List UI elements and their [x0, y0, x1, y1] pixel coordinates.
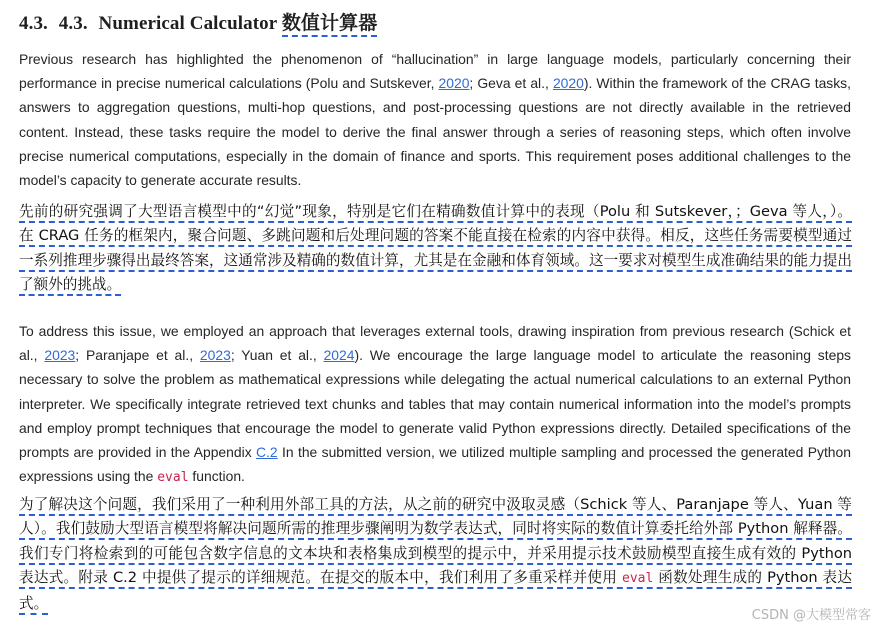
citation-geva-2020[interactable]: 2020 — [552, 75, 584, 92]
para1-text-b: ; Geva et al., — [469, 75, 553, 92]
paragraph-1-en — [19, 47, 851, 192]
section-number: 4.3. — [19, 13, 48, 34]
para2-text-d: ). We encourage the large language model to articulate the reasoning steps necessary to solve the problem as mathematical expressions while delegating the actual numerical calculations to an external Python interpreter. We specifically integrate retrieved text chunks and tables that may contain numerical information into the model’s prompts and employ prompt techniques that encourage the model to generate valid Python expressions directly. Detailed specifications of the prompts are provided in the Appendix — [19, 347, 851, 461]
eval-code: eval — [157, 470, 189, 486]
section-heading — [19, 8, 377, 35]
citation-paranjape-2023[interactable]: 2023 — [199, 347, 231, 364]
paragraph-2-en — [19, 319, 851, 490]
citation-schick-2023[interactable]: 2023 — [44, 347, 76, 364]
paragraph-1-cn — [19, 200, 852, 298]
para2-text-c: ; Yuan et al., — [230, 347, 324, 364]
section-title: Numerical Calculator — [98, 13, 277, 34]
para2-text-a: To address this issue, we employed an approach that leverages external tools, drawing inspiration from previous research (Schick et al., — [19, 323, 851, 364]
para2-text-e: In the submitted version, we utilized multiple sampling and processed the generated Python expressions using the — [19, 444, 851, 485]
paragraph-2-cn — [19, 493, 852, 616]
csdn-watermark: CSDN @大模型常客 — [751, 608, 871, 623]
para2-text-f: function. — [188, 468, 245, 485]
citation-polu-2020[interactable]: 2020 — [438, 75, 470, 92]
para1-text-c: ). Within the framework of the CRAG tasks, answers to aggregation questions, multi-hop questions, and post-processing questions are not directly available in the retrieved content. Instead, these tasks require the model to derive the final answer through a series of reasoning steps, which often involve precise numerical computations, especially in the domain of finance and sports. This requirement poses additional challenges to the model’s capacity to generate accurate results. — [19, 75, 851, 189]
section-title-cn: 数值计算器 — [282, 13, 378, 37]
para2-cn-translation — [19, 496, 852, 615]
para2-text-b: ; Paranjape et al., — [75, 347, 200, 364]
para1-cn-translation: 先前的研究强调了大型语言模型中的“幻觉”现象，特别是它们在精确数值计算中的表现（Polu 和 Sutskever，；Geva 等人，）。在 CRAG 任务的框架内，聚合问题、多跳问题和后处理问题的答案不能直接在检索的内容中获得。相反，这些任务需要模型通过一系列推理步骤得出最终答案，这通常涉及精确的数值计算，尤其是在金融和体育领域。这一要求对模型生成准确结果的能力提出了额外的挑战。 — [19, 203, 852, 296]
citation-yuan-2024[interactable]: 2024 — [323, 347, 355, 364]
appendix-c2-link[interactable]: C.2 — [256, 444, 278, 461]
eval-code-cn: eval — [622, 571, 654, 587]
section-number-repeat: 4.3. — [58, 13, 88, 34]
para1-text-a: Previous research has highlighted the phenomenon of “hallucination” in large language models, particularly concerning their performance in precise numerical calculations (Polu and Sutskever, — [19, 51, 851, 92]
para2-cn-text-a: 为了解决这个问题，我们采用了一种利用外部工具的方法，从之前的研究中汲取灵感（Schick 等人、Paranjape 等人、Yuan 等人）。我们鼓励大型语言模型将解决问题所需的推理步骤阐明为数学表达式，同时将实际的数值计算委托给外部 Python 解释器。我们专门将检索到的可能包含数字信息的文本块和表格集成到模型的提示中，并采用提示技术鼓励模型直接生成有效的 Python 表达式。附录 C.2 中提供了提示的详细规范。在提交的版本中，我们利用了多重采样并使用 — [19, 496, 852, 587]
para2-cn-text-b: 函数处理生成的 Python 表达式。 — [19, 569, 852, 612]
